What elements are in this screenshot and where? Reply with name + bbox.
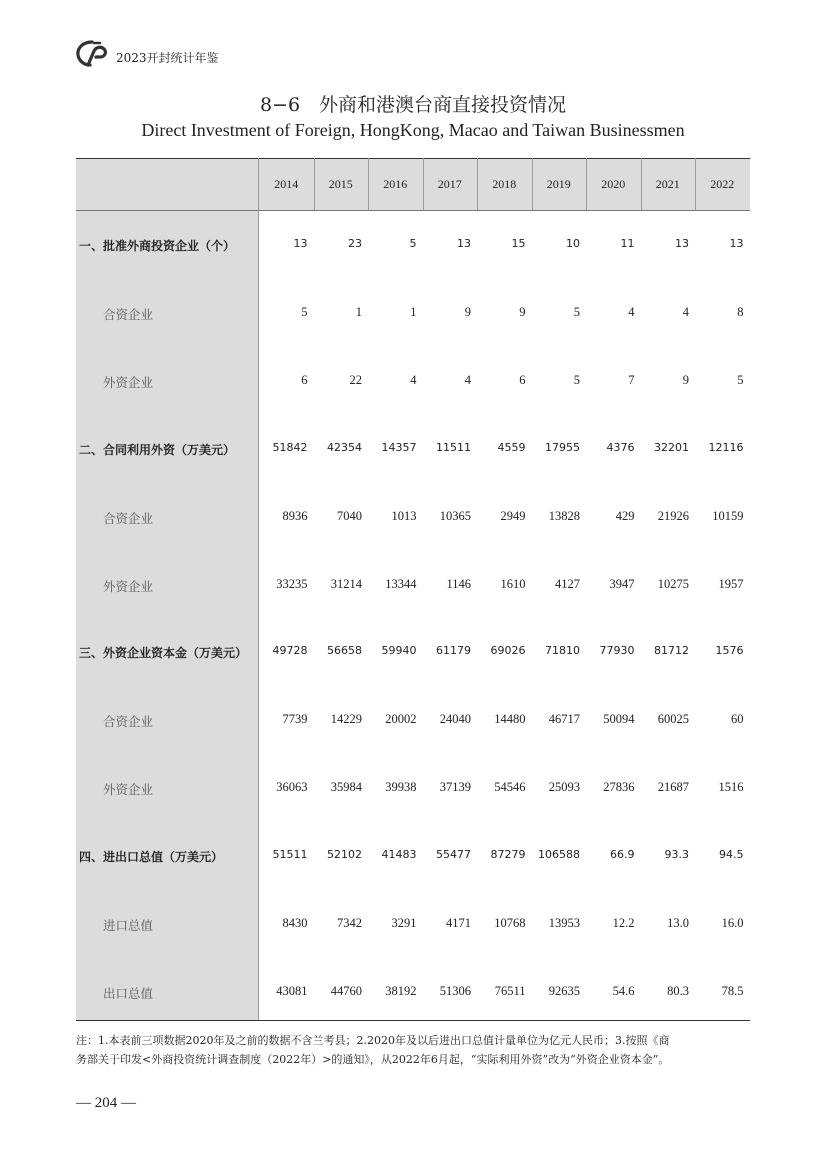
table-cell: 23 — [348, 237, 362, 250]
table-cell: 61179 — [436, 644, 471, 658]
table-cell: 9 — [519, 304, 526, 319]
table-cell: 1146 — [446, 576, 471, 591]
row-subcategory-label: 合资企业 — [103, 306, 154, 322]
table-cell: 54546 — [494, 780, 526, 795]
table-cell: 93.3 — [664, 848, 689, 862]
table-title-cn: 8−6 外商和港澳台商直接投资情况 — [259, 94, 567, 116]
table-row — [76, 373, 750, 393]
table-cell: 1576 — [715, 644, 744, 658]
table-row — [76, 916, 750, 936]
table-cell: 1957 — [718, 576, 744, 591]
table-cell: 11 — [620, 237, 635, 250]
table-cell: 13828 — [548, 508, 580, 523]
table-cell: 41483 — [381, 848, 417, 862]
table-cell: 10 — [566, 237, 580, 250]
table-cell: 5 — [301, 304, 308, 319]
table-cell: 12.2 — [612, 916, 635, 930]
year-header: 2016 — [383, 177, 408, 191]
table-cell: 10275 — [657, 576, 689, 591]
table-note — [76, 1031, 752, 1069]
table-cell: 35984 — [330, 780, 362, 795]
table-cell: 4 — [410, 372, 417, 387]
table-cell: 42354 — [327, 440, 362, 454]
row-subcategory-label: 外资企业 — [103, 578, 154, 594]
year-header: 2014 — [274, 177, 299, 191]
table-cell: 92635 — [548, 983, 580, 998]
row-subcategory-label: 进口总值 — [103, 918, 154, 933]
table-cell: 69026 — [490, 644, 526, 658]
table-cell: 4559 — [497, 440, 526, 454]
note-line-1: 注：1.本表前三项数据2020年及之前的数据不含兰考县；2.2020年及以后进出口总值计量单位为亿元人民币；3.按照《商 — [76, 1034, 670, 1047]
table-cell: 17955 — [545, 440, 580, 454]
table-cell: 13.0 — [667, 916, 689, 930]
table-cell: 36063 — [276, 780, 308, 795]
table-cell: 60025 — [657, 712, 689, 727]
table-cell: 39938 — [385, 780, 417, 795]
table-bottom-rule — [76, 1020, 750, 1021]
table-cell: 51306 — [439, 983, 471, 998]
row-subcategory-label: 出口总值 — [103, 985, 154, 1001]
table-cell: 16.0 — [721, 916, 744, 930]
table-cell: 13344 — [385, 576, 417, 591]
table-cell: 76511 — [494, 983, 526, 998]
table-row — [76, 848, 750, 868]
table-cell: 5 — [573, 304, 580, 319]
table-cell: 55477 — [436, 848, 471, 862]
table-cell: 7342 — [337, 916, 362, 930]
row-category-label: 一、批准外商投资企业（个） — [79, 239, 236, 253]
table-cell: 3291 — [391, 916, 417, 930]
table-cell: 15 — [511, 237, 526, 250]
table-cell: 10365 — [439, 508, 471, 523]
table-cell: 4 — [628, 304, 635, 319]
table-cell: 22 — [349, 372, 362, 387]
table-cell: 51842 — [272, 440, 308, 454]
table-cell: 10159 — [712, 508, 744, 523]
table-cell: 429 — [615, 508, 635, 523]
year-header: 2020 — [601, 177, 626, 191]
table-cell: 54.6 — [612, 983, 635, 998]
table-row — [76, 237, 750, 257]
table-cell: 81712 — [654, 644, 689, 658]
table-cell: 44760 — [330, 983, 362, 998]
table-row — [76, 644, 750, 664]
row-subcategory-label: 外资企业 — [103, 782, 154, 798]
table-cell: 8936 — [282, 508, 308, 523]
table-cell: 6 — [519, 372, 526, 387]
table-cell: 51511 — [272, 848, 308, 862]
table-cell: 31214 — [330, 576, 362, 591]
table-cell: 80.3 — [667, 983, 689, 998]
table-cell: 60 — [731, 712, 744, 727]
table-cell: 11511 — [436, 440, 471, 454]
yearbook-logo-icon — [74, 38, 110, 70]
statistics-table — [76, 158, 750, 1020]
table-cell: 87279 — [490, 848, 526, 862]
table-cell: 52102 — [327, 848, 362, 862]
table-cell: 13 — [675, 237, 689, 250]
table-cell: 4127 — [555, 576, 580, 591]
table-cell: 1 — [410, 304, 417, 319]
table-cell: 14357 — [381, 440, 417, 454]
table-cell: 10768 — [494, 916, 526, 930]
table-row — [76, 984, 750, 1004]
table-cell: 1 — [355, 304, 362, 319]
table-cell: 8430 — [282, 916, 308, 930]
table-cell: 13 — [457, 237, 471, 250]
row-subcategory-label: 合资企业 — [103, 714, 154, 730]
table-cell: 13 — [729, 237, 744, 250]
table-cell: 50094 — [603, 712, 635, 727]
table-cell: 9 — [682, 372, 689, 387]
year-header: 2017 — [437, 177, 462, 191]
running-header — [74, 36, 219, 72]
table-cell: 7739 — [282, 712, 308, 727]
table-cell: 5 — [737, 372, 744, 387]
table-cell: 38192 — [385, 983, 417, 998]
row-subcategory-label: 外资企业 — [103, 374, 154, 390]
table-cell: 1610 — [500, 576, 526, 591]
table-cell: 71810 — [545, 644, 580, 658]
year-header: 2019 — [546, 177, 571, 191]
table-cell: 27836 — [603, 780, 635, 795]
table-cell: 4 — [464, 372, 471, 387]
table-cell: 3947 — [609, 576, 635, 591]
table-cell: 32201 — [654, 440, 689, 454]
row-category-label: 三、外资企业资本金（万美元） — [79, 646, 248, 661]
table-cell: 106588 — [538, 848, 580, 862]
row-category-label: 四、进出口总值（万美元） — [79, 850, 224, 865]
table-row — [76, 509, 750, 529]
note-line-2: 务部关于印发<外商投资统计调查制度（2022年）>的通知》，从2022年6月起，“实际利用外资”改为“外资企业资本金”。 — [76, 1053, 670, 1066]
table-cell: 46717 — [548, 712, 580, 727]
table-cell: 25093 — [548, 780, 580, 795]
page-number: — 204 — — [76, 1095, 136, 1111]
table-cell: 49728 — [272, 644, 308, 658]
year-header: 2015 — [328, 177, 353, 191]
table-cell: 14229 — [330, 712, 362, 727]
table-cell: 4171 — [446, 916, 471, 930]
table-cell: 59940 — [381, 644, 417, 658]
table-cell: 7 — [628, 372, 635, 387]
row-category-label: 二、合同利用外资（万美元） — [79, 442, 236, 457]
table-cell: 5 — [573, 372, 580, 387]
year-header: 2021 — [655, 177, 680, 191]
table-cell: 43081 — [276, 983, 308, 998]
table-header-rule — [76, 210, 750, 211]
table-title-en: Direct Investment of Foreign, HongKong, Macao and Taiwan Businessmen — [141, 120, 685, 140]
table-cell: 6 — [301, 372, 308, 387]
table-cell: 2949 — [500, 508, 526, 523]
table-cell: 4 — [682, 304, 689, 319]
table-cell: 7040 — [337, 508, 362, 523]
table-cell: 4376 — [606, 440, 635, 454]
table-row — [76, 780, 750, 800]
table-cell: 94.5 — [719, 848, 744, 862]
table-row — [76, 712, 750, 732]
year-header: 2018 — [492, 177, 517, 191]
table-cell: 1516 — [718, 780, 744, 795]
table-cell: 56658 — [327, 644, 362, 658]
table-cell: 24040 — [439, 712, 471, 727]
row-subcategory-label: 合资企业 — [103, 510, 154, 526]
table-cell: 9 — [464, 304, 471, 319]
table-cell: 13953 — [548, 916, 580, 930]
table-cell: 21687 — [657, 780, 689, 795]
table-cell: 33235 — [276, 576, 308, 591]
table-cell: 5 — [409, 237, 417, 250]
table-cell: 13 — [293, 237, 308, 250]
table-cell: 20002 — [385, 712, 417, 727]
table-cell: 78.5 — [721, 983, 744, 998]
running-title: 2023开封统计年鉴 — [116, 50, 219, 65]
table-cell: 14480 — [494, 712, 526, 727]
table-row — [76, 577, 750, 597]
table-cell: 12116 — [708, 440, 744, 454]
table-cell: 1013 — [391, 508, 417, 523]
table-cell: 77930 — [599, 644, 635, 658]
table-cell: 66.9 — [610, 848, 635, 862]
year-header: 2022 — [710, 177, 735, 191]
table-row — [76, 441, 750, 461]
table-cell: 37139 — [439, 780, 471, 795]
table-cell: 8 — [737, 304, 744, 319]
table-cell: 21926 — [657, 508, 689, 523]
table-row — [76, 305, 750, 325]
